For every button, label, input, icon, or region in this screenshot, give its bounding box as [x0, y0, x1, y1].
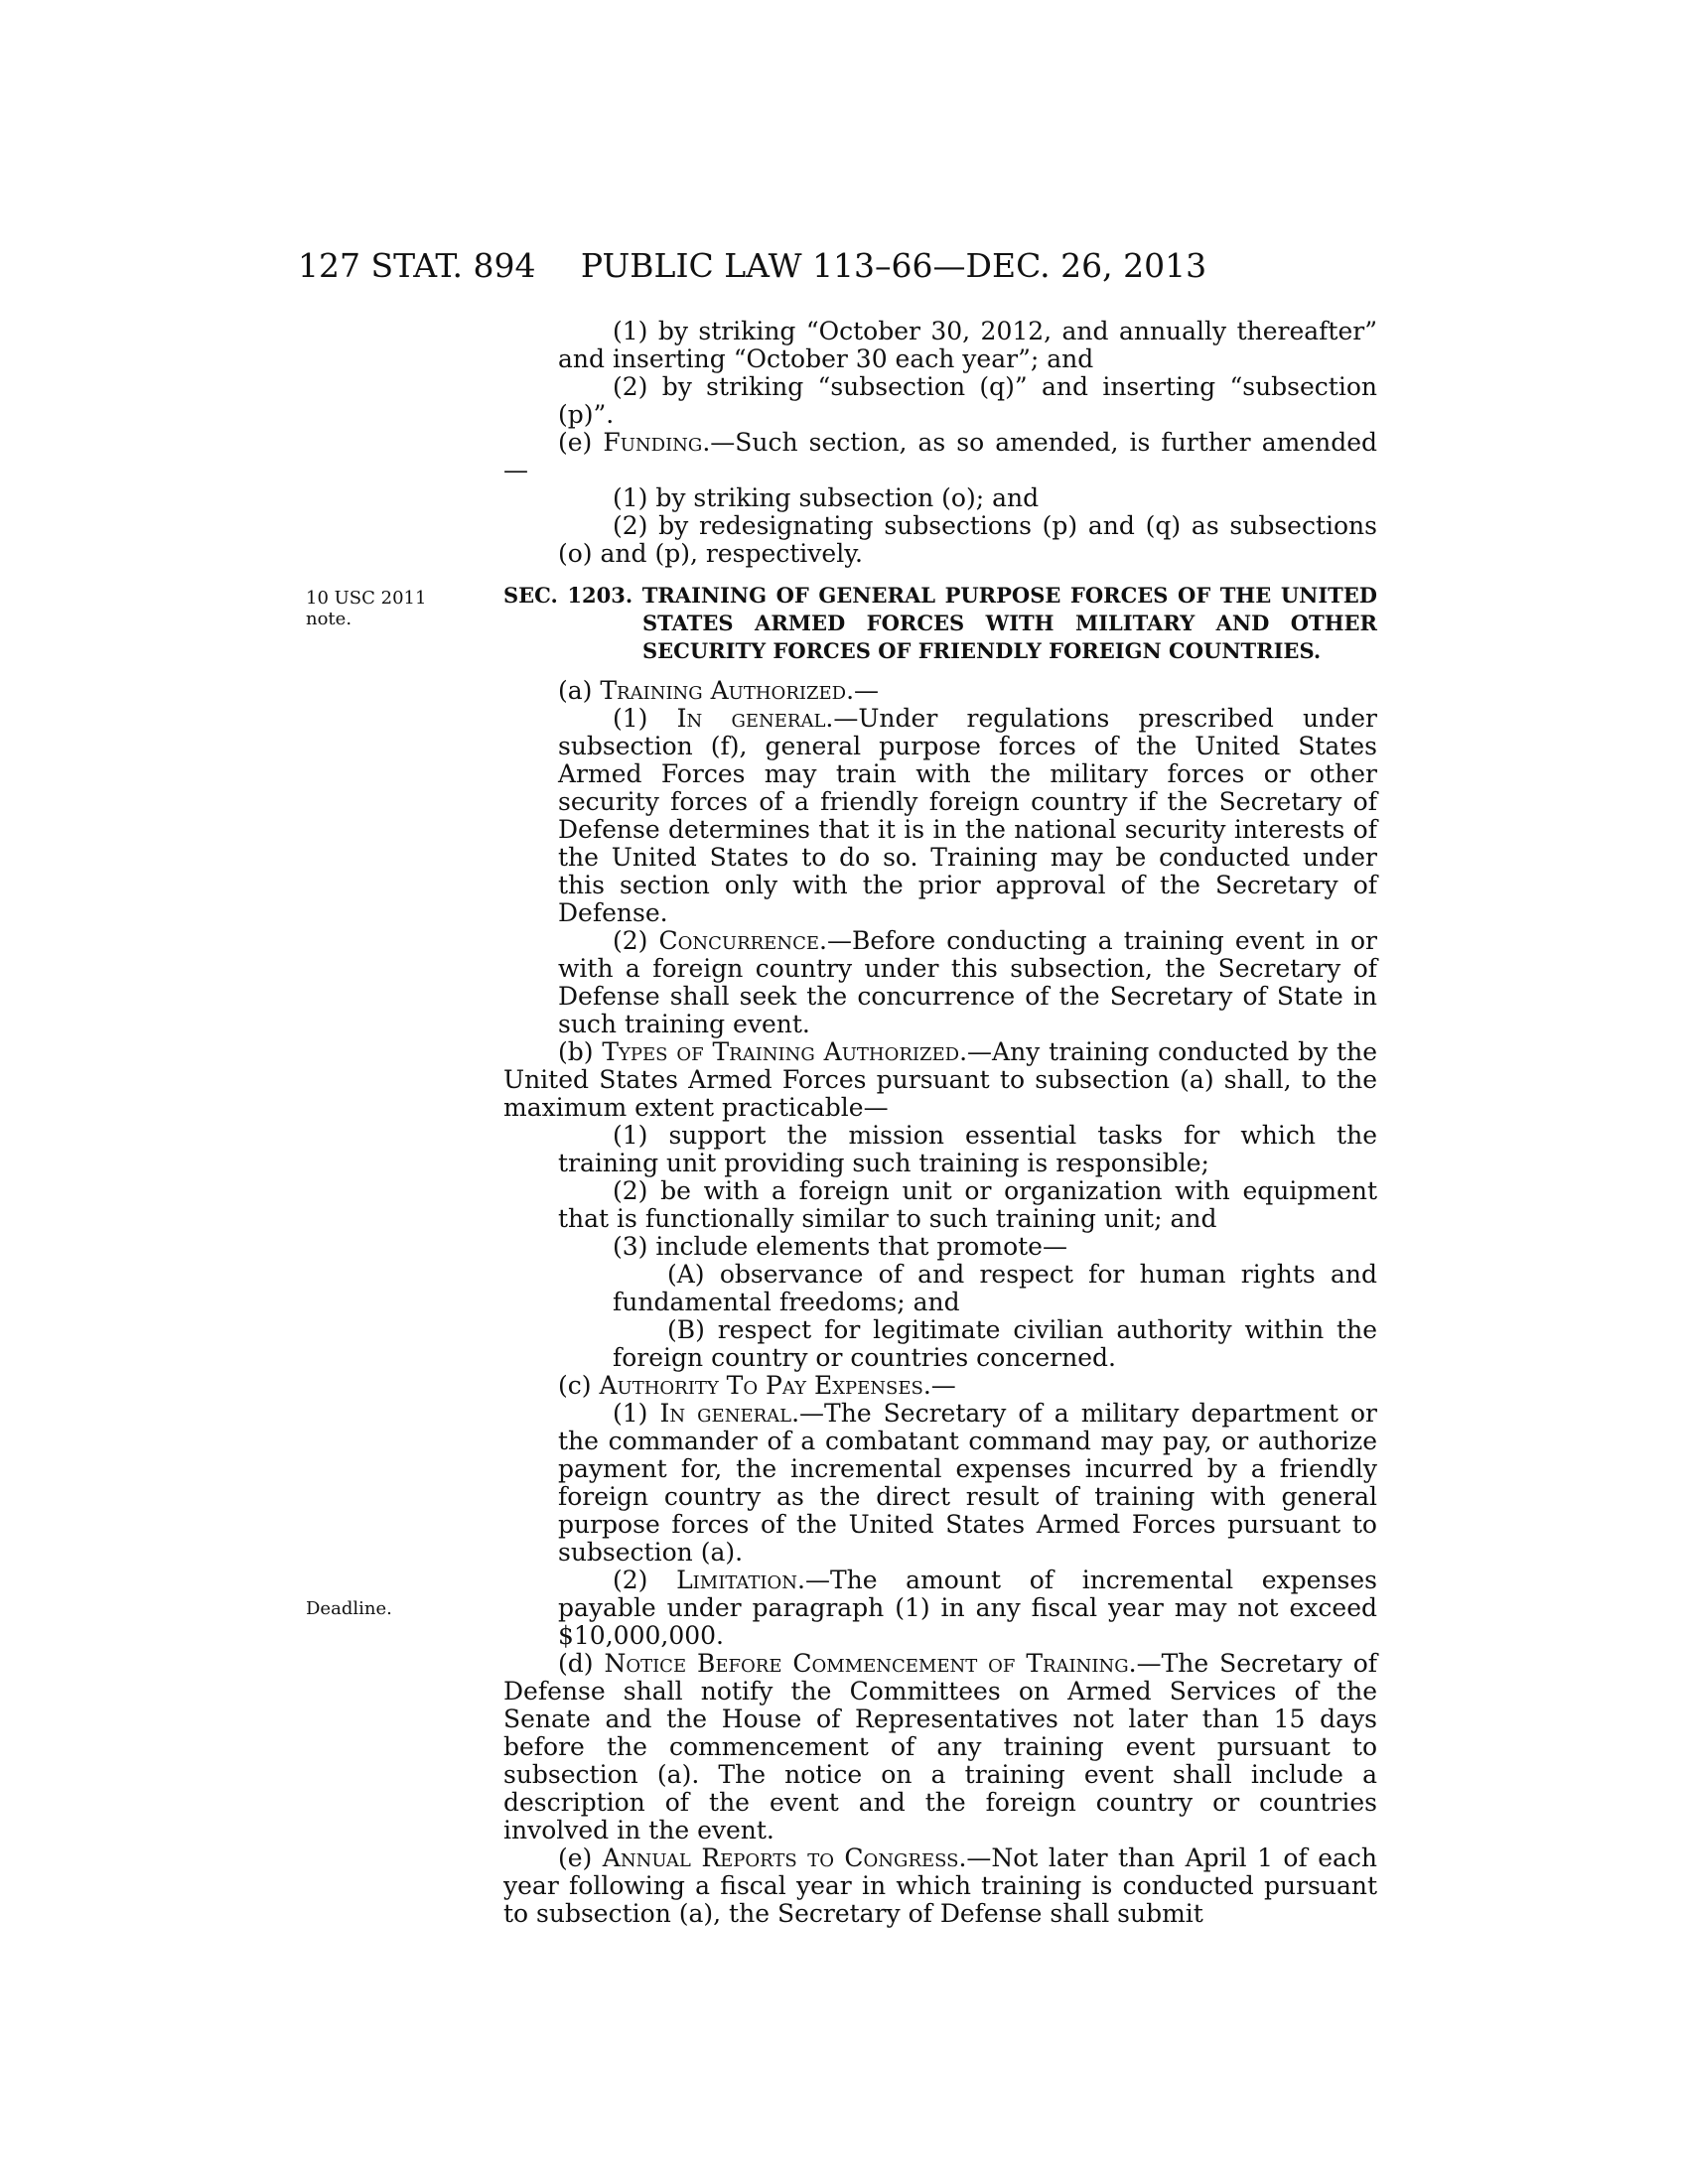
para-text: .—The Secretary of a military department or the commander of a combatant command may pay, or authorize payment for, the incremental expenses incurred by a friendly foreign country as the direct result of training with general purpose forces of the United States Armed Forces pursuant to subsection (a). — [558, 1399, 1377, 1567]
para-label: (e) — [558, 428, 604, 457]
paragraph — [503, 1650, 1377, 1844]
subsection-heading: Types of Training Authorized — [602, 1037, 960, 1066]
paragraph: (2) by striking “subsection (q)” and inserting “subsection (p)”. — [558, 372, 1377, 429]
paragraph: (3) include elements that promote— — [613, 1232, 1067, 1261]
paragraph-heading: Limitation — [676, 1566, 797, 1594]
paragraph — [503, 1038, 1377, 1122]
subsection-heading: Authority To Pay Expenses — [599, 1371, 923, 1400]
paragraph — [503, 1400, 1377, 1567]
subsection-heading: Annual Reports to Congress — [602, 1843, 959, 1872]
stat-page-number: 127 STAT. 894 — [298, 246, 536, 285]
subsection-heading: Notice Before Commencement of Training — [604, 1649, 1129, 1678]
para-label: (2) — [613, 926, 659, 955]
paragraph: (1) by striking “October 30, 2012, and annually thereafter” and inserting “October 30 each year”; and — [558, 317, 1377, 373]
para-label: (a) — [558, 676, 601, 705]
para-label: (b) — [558, 1037, 603, 1066]
para-label: (1) — [613, 704, 677, 733]
law-title: PUBLIC LAW 113–66—DEC. 26, 2013 — [580, 246, 1207, 285]
paragraph: (1) by striking subsection (o); and — [613, 483, 1040, 512]
paragraph — [503, 429, 1377, 484]
para-text: .—Such section, as so amended, is further amended— — [503, 428, 1378, 484]
para-label: (d) — [558, 1649, 605, 1678]
paragraph: (2) be with a foreign unit or organization with equipment that is functionally similar to such training unit; and — [558, 1176, 1377, 1233]
paragraph: (1) support the mission essential tasks for which the training unit providing such training is responsible; — [558, 1121, 1377, 1177]
body-text — [503, 318, 1377, 1928]
para-text: .—The amount of incremental expenses payable under paragraph (1) in any fiscal year may not exceed $10,000,000. — [558, 1566, 1377, 1650]
para-text: .— — [846, 676, 880, 705]
paragraph: (B) respect for legitimate civilian authority within the foreign country or countries concerned. — [613, 1315, 1377, 1372]
margin-note-deadline: Deadline. — [306, 1598, 392, 1619]
subsection-heading: Funding — [603, 428, 703, 457]
para-label: (c) — [558, 1371, 600, 1400]
section-heading: SEC. 1203. TRAINING OF GENERAL PURPOSE FORCES OF THE UNITED STATES ARMED FORCES WITH MILITARY AND OTHER SECURITY FORCES OF FRIENDLY FOREIGN COUNTRIES. — [503, 583, 1377, 663]
paragraph-heading: Concurrence — [658, 926, 819, 955]
paragraph — [503, 1844, 1377, 1928]
paragraph-heading: In general — [659, 1399, 792, 1428]
paragraph-heading: In general — [676, 704, 826, 733]
paragraph — [503, 1567, 1377, 1650]
para-label: (e) — [558, 1843, 603, 1872]
page-header — [298, 246, 1390, 296]
paragraph: (A) observance of and respect for human rights and fundamental freedoms; and — [613, 1260, 1377, 1316]
paragraph: (2) by redesignating subsections (p) and (q) as subsections (o) and (p), respectively. — [558, 511, 1377, 568]
para-text: .—The Secretary of Defense shall notify the Committees on Armed Services of the Senate and the House of Representatives not later than 15 days before the commencement of any training event pursuant to subsection (a). The notice on a training event shall include a description of the event and the foreign country or countries involved in the event. — [503, 1649, 1377, 1844]
para-text: .—Any training conducted by the United States Armed Forces pursuant to subsection (a) shall, to the maximum extent practicable— — [503, 1037, 1377, 1122]
paragraph — [503, 705, 1377, 927]
para-text: .—Not later than April 1 of each year following a fiscal year in which training is conducted pursuant to subsection (a), the Secretary of Defense shall submit — [503, 1843, 1377, 1928]
paragraph — [503, 1372, 1377, 1400]
paragraph — [503, 677, 1377, 705]
para-label: (1) — [613, 1399, 660, 1428]
margin-note-usc: 10 USC 2011 note. — [306, 588, 427, 629]
subsection-heading: Training Authorized — [600, 676, 847, 705]
para-text: .—Before conducting a training event in or with a foreign country under this subsection, the Secretary of Defense shall seek the concurrence of the Secretary of State in such training event. — [558, 926, 1378, 1038]
para-text: .— — [922, 1371, 956, 1400]
para-label: (2) — [613, 1566, 677, 1594]
para-text: .—Under regulations prescribed under subsection (f), general purpose forces of the United States Armed Forces may train with the military forces or other security forces of a friendly foreign country if the Secretary of Defense determines that it is in the national security interests of the United States to do so. Training may be conducted under this section only with the prior approval of the Secretary of Defense. — [558, 704, 1377, 927]
paragraph — [503, 927, 1377, 1038]
